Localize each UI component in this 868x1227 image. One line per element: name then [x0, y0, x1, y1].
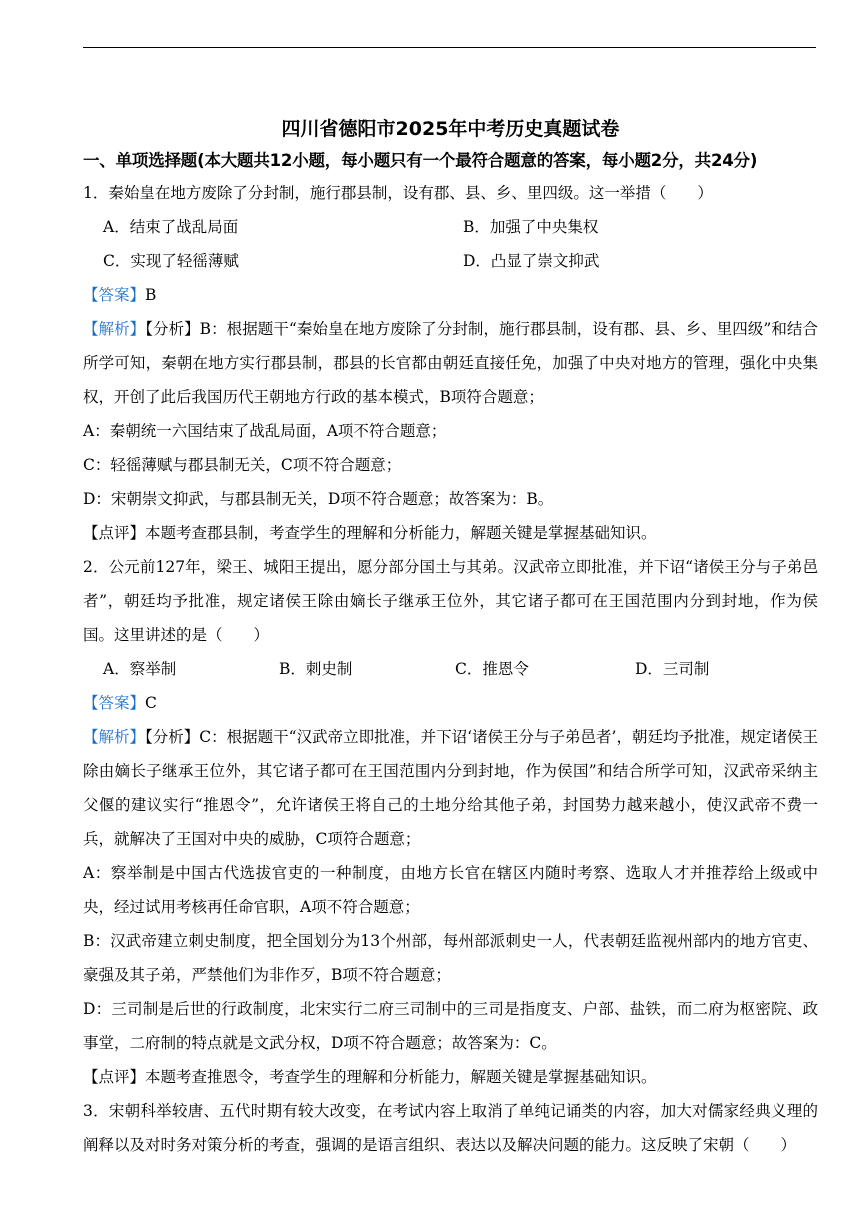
question-stem: 1．秦始皇在地方废除了分封制，施行郡县制，设有郡、县、乡、里四级。这一举措（ ） [83, 184, 713, 202]
question-1 [83, 176, 818, 550]
answer-line [83, 278, 818, 312]
options [83, 210, 818, 278]
note: D：宋朝崇文抑武，与郡县制无关，D项不符合题意；故答案为：B。 [83, 490, 554, 508]
note: A：察举制是中国古代选拔官吏的一种制度，由地方长官在辖区内随时考察、选取人才并推荐给上级或中央，经过试用考核再任命官职，A项不符合题意； [83, 864, 818, 916]
answer-value: C [145, 694, 157, 712]
comment-text: 本题考查推恩令，考查学生的理解和分析能力，解题关键是掌握基础知识。 [145, 1068, 657, 1086]
question-3 [83, 1094, 818, 1162]
option-b[interactable]: B．刺史制 [279, 660, 353, 678]
comment [83, 1060, 818, 1094]
page-title: 四川省德阳市2025年中考历史真题试卷 [281, 118, 620, 140]
comment-text: 本题考查郡县制，考查学生的理解和分析能力，解题关键是掌握基础知识。 [145, 524, 657, 542]
question-stem: 2．公元前127年，梁王、城阳王提出，愿分部分国土与其弟。汉武帝立即批准，并下诏“诸侯王分与子弟邑者”，朝廷均予批准，规定诸侯王除由嫡长子继承王位外，其它诸子都可在王国范围内分到封地，作为侯国。这里讲述的是（ ） [83, 558, 818, 644]
comment [83, 516, 818, 550]
option-a[interactable]: A．结束了战乱局面 [103, 218, 239, 236]
option-d[interactable]: D．三司制 [635, 660, 710, 678]
analysis-tag: 【解析】 [83, 320, 146, 338]
answer-tag: 【答案】 [83, 694, 146, 712]
note: B：汉武帝建立刺史制度，把全国划分为13个州部，每州部派刺史一人，代表朝廷监视州部内的地方官吏、豪强及其子弟，严禁他们为非作歹，B项不符合题意； [83, 932, 818, 984]
options [83, 652, 818, 686]
analysis-tag: 【解析】 [83, 728, 146, 746]
answer-line [83, 686, 818, 720]
top-rule [83, 47, 816, 48]
question-stem: 3．宋朝科举较唐、五代时期有较大改变，在考试内容上取消了单纯记诵类的内容，加大对儒家经典义理的阐释以及对时务对策分析的考查，强调的是语言组织、表达以及解决问题的能力。这反映了宋朝（ ） [83, 1102, 818, 1154]
option-c[interactable]: C．实现了轻徭薄赋 [103, 252, 239, 270]
note: A：秦朝统一六国结束了战乱局面，A项不符合题意； [83, 422, 447, 440]
option-d[interactable]: D．凸显了崇文抑武 [463, 252, 600, 270]
question-2 [83, 550, 818, 1094]
analysis-text: 【分析】B：根据题干“秦始皇在地方废除了分封制，施行郡县制，设有郡、县、乡、里四级”和结合所学可知，秦朝在地方实行郡县制，郡县的长官都由朝廷直接任免，加强了中央对地方的管理，强化中央集权，开创了此后我国历代王朝地方行政的基本模式，B项符合题意； [83, 320, 818, 406]
option-a[interactable]: A．察举制 [103, 660, 177, 678]
comment-tag: 【点评】 [83, 524, 146, 542]
note: D：三司制是后世的行政制度，北宋实行二府三司制中的三司是指度支、户部、盐铁，而二府为枢密院、政事堂，二府制的特点就是文武分权，D项不符合题意；故答案为：C。 [83, 1000, 818, 1052]
comment-tag: 【点评】 [83, 1068, 146, 1086]
answer-tag: 【答案】 [83, 286, 146, 304]
section-heading: 一、单项选择题(本大题共12小题，每小题只有一个最符合题意的答案，每小题2分，共24分) [83, 151, 758, 170]
option-c[interactable]: C．推恩令 [455, 660, 529, 678]
analysis-text: 【分析】C：根据题干“汉武帝立即批准，并下诏‘诸侯王分与子弟邑者’，朝廷均予批准，规定诸侯王除由嫡长子继承王位外，其它诸子都可在王国范围内分到封地，作为侯国”和结合所学可知，汉武帝采纳主父偃的建议实行“推恩令”，允许诸侯王将自己的土地分给其他子弟，封国势力越来越小，使汉武帝不费一兵，就解决了王国对中央的威胁，C项符合题意； [83, 728, 818, 848]
answer-value: B [145, 286, 157, 304]
analysis [83, 720, 818, 856]
note: C：轻徭薄赋与郡县制无关，C项不符合题意； [83, 456, 402, 474]
document-body [83, 112, 818, 1162]
analysis [83, 312, 818, 414]
option-b[interactable]: B．加强了中央集权 [463, 218, 599, 236]
